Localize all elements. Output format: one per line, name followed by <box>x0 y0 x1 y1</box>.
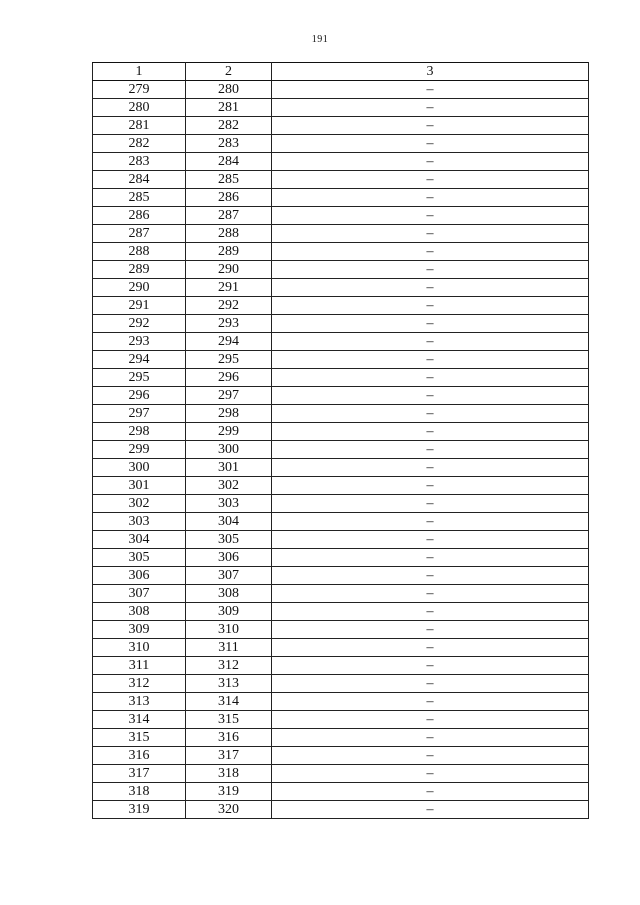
table-cell-col-3: – <box>272 99 589 117</box>
table-cell-col-3: – <box>272 423 589 441</box>
table-cell-col-3: – <box>272 189 589 207</box>
table-cell-col-3: – <box>272 207 589 225</box>
table-row <box>93 783 589 801</box>
table-row <box>93 441 589 459</box>
page-number: 191 <box>311 34 329 45</box>
table-cell-col-3: – <box>272 747 589 765</box>
table-cell-col-2: 292 <box>186 297 272 315</box>
table-cell-col-3: – <box>272 171 589 189</box>
table-row <box>93 621 589 639</box>
table-row <box>93 387 589 405</box>
table-cell-col-2: 316 <box>186 729 272 747</box>
table-row <box>93 603 589 621</box>
table-cell-col-3: – <box>272 81 589 99</box>
table-cell-col-2: 298 <box>186 405 272 423</box>
table-cell-col-2: 306 <box>186 549 272 567</box>
table-cell-col-1: 312 <box>93 675 186 693</box>
table-cell-col-1: 315 <box>93 729 186 747</box>
table-row <box>93 315 589 333</box>
table-cell-col-2: 289 <box>186 243 272 261</box>
table-row <box>93 189 589 207</box>
table-row <box>93 225 589 243</box>
table-row <box>93 513 589 531</box>
table-row <box>93 99 589 117</box>
table-cell-col-2: 302 <box>186 477 272 495</box>
table-cell-col-1: 290 <box>93 279 186 297</box>
table-cell-col-1: 282 <box>93 135 186 153</box>
table-cell-col-3: – <box>272 117 589 135</box>
table-cell-col-3: – <box>272 333 589 351</box>
table-cell-col-3: – <box>272 585 589 603</box>
table-cell-col-1: 298 <box>93 423 186 441</box>
table-cell-col-2: 317 <box>186 747 272 765</box>
table-cell-col-2: 314 <box>186 693 272 711</box>
table-cell-col-3: – <box>272 657 589 675</box>
table-row <box>93 423 589 441</box>
table-cell-col-2: 290 <box>186 261 272 279</box>
table-cell-col-2: 310 <box>186 621 272 639</box>
table-row <box>93 117 589 135</box>
table-cell-col-2: 318 <box>186 765 272 783</box>
table-row <box>93 279 589 297</box>
table-row <box>93 243 589 261</box>
table-cell-col-1: 285 <box>93 189 186 207</box>
table-row <box>93 261 589 279</box>
table-cell-col-2: 285 <box>186 171 272 189</box>
column-header-2: 2 <box>186 63 272 81</box>
table-cell-col-3: – <box>272 783 589 801</box>
header-row <box>93 63 589 81</box>
data-table <box>92 62 589 819</box>
table-cell-col-2: 311 <box>186 639 272 657</box>
table-row <box>93 405 589 423</box>
table-cell-col-3: – <box>272 495 589 513</box>
table-cell-col-3: – <box>272 801 589 819</box>
table-row <box>93 585 589 603</box>
table-cell-col-1: 301 <box>93 477 186 495</box>
table-cell-col-2: 293 <box>186 315 272 333</box>
table-cell-col-1: 293 <box>93 333 186 351</box>
table-cell-col-3: – <box>272 765 589 783</box>
table-cell-col-1: 297 <box>93 405 186 423</box>
table-row <box>93 657 589 675</box>
table-cell-col-1: 284 <box>93 171 186 189</box>
table-cell-col-1: 294 <box>93 351 186 369</box>
table-cell-col-3: – <box>272 711 589 729</box>
table-cell-col-1: 295 <box>93 369 186 387</box>
table-row <box>93 477 589 495</box>
table-cell-col-3: – <box>272 693 589 711</box>
table-cell-col-2: 305 <box>186 531 272 549</box>
table-cell-col-2: 295 <box>186 351 272 369</box>
table-row <box>93 693 589 711</box>
table-cell-col-2: 315 <box>186 711 272 729</box>
table-cell-col-2: 284 <box>186 153 272 171</box>
table-cell-col-2: 320 <box>186 801 272 819</box>
table-cell-col-1: 287 <box>93 225 186 243</box>
table-cell-col-3: – <box>272 405 589 423</box>
table-row <box>93 711 589 729</box>
table-cell-col-2: 287 <box>186 207 272 225</box>
table-cell-col-2: 303 <box>186 495 272 513</box>
table-cell-col-3: – <box>272 225 589 243</box>
table-cell-col-3: – <box>272 513 589 531</box>
table-cell-col-3: – <box>272 549 589 567</box>
table-cell-col-3: – <box>272 459 589 477</box>
table-row <box>93 747 589 765</box>
table-cell-col-1: 307 <box>93 585 186 603</box>
table-cell-col-1: 311 <box>93 657 186 675</box>
table-cell-col-3: – <box>272 603 589 621</box>
table-cell-col-3: – <box>272 369 589 387</box>
table-cell-col-1: 281 <box>93 117 186 135</box>
table-cell-col-1: 314 <box>93 711 186 729</box>
table-cell-col-3: – <box>272 675 589 693</box>
table-row <box>93 171 589 189</box>
table-cell-col-3: – <box>272 153 589 171</box>
table-cell-col-1: 279 <box>93 81 186 99</box>
table-cell-col-3: – <box>272 531 589 549</box>
table-cell-col-1: 299 <box>93 441 186 459</box>
table-cell-col-3: – <box>272 243 589 261</box>
table-row <box>93 675 589 693</box>
table-cell-col-2: 319 <box>186 783 272 801</box>
table-row <box>93 207 589 225</box>
table-row <box>93 567 589 585</box>
table-cell-col-1: 318 <box>93 783 186 801</box>
table-cell-col-3: – <box>272 315 589 333</box>
table-row <box>93 531 589 549</box>
table-cell-col-2: 297 <box>186 387 272 405</box>
table-cell-col-1: 310 <box>93 639 186 657</box>
table-header <box>93 63 589 81</box>
table-row <box>93 801 589 819</box>
table-row <box>93 549 589 567</box>
table-row <box>93 459 589 477</box>
column-header-1: 1 <box>93 63 186 81</box>
table-cell-col-3: – <box>272 261 589 279</box>
table-cell-col-1: 302 <box>93 495 186 513</box>
table-cell-col-1: 296 <box>93 387 186 405</box>
table-cell-col-2: 291 <box>186 279 272 297</box>
table-cell-col-3: – <box>272 477 589 495</box>
table-cell-col-3: – <box>272 351 589 369</box>
table-cell-col-1: 280 <box>93 99 186 117</box>
table-cell-col-1: 286 <box>93 207 186 225</box>
table-cell-col-1: 300 <box>93 459 186 477</box>
table-cell-col-2: 307 <box>186 567 272 585</box>
table-cell-col-1: 283 <box>93 153 186 171</box>
table-cell-col-1: 291 <box>93 297 186 315</box>
table-row <box>93 135 589 153</box>
table-cell-col-1: 305 <box>93 549 186 567</box>
table-cell-col-2: 299 <box>186 423 272 441</box>
table-body <box>93 81 589 819</box>
table-cell-col-2: 288 <box>186 225 272 243</box>
table-row <box>93 495 589 513</box>
table-cell-col-1: 304 <box>93 531 186 549</box>
table-cell-col-2: 286 <box>186 189 272 207</box>
table-cell-col-2: 313 <box>186 675 272 693</box>
table-cell-col-1: 292 <box>93 315 186 333</box>
table-cell-col-1: 313 <box>93 693 186 711</box>
table-row <box>93 351 589 369</box>
table-cell-col-1: 309 <box>93 621 186 639</box>
table-cell-col-2: 309 <box>186 603 272 621</box>
table-cell-col-1: 308 <box>93 603 186 621</box>
table-cell-col-3: – <box>272 297 589 315</box>
table-cell-col-2: 308 <box>186 585 272 603</box>
table-cell-col-1: 316 <box>93 747 186 765</box>
table-row <box>93 639 589 657</box>
table-cell-col-2: 296 <box>186 369 272 387</box>
table-cell-col-1: 317 <box>93 765 186 783</box>
table-cell-col-2: 301 <box>186 459 272 477</box>
table-row <box>93 297 589 315</box>
table-cell-col-3: – <box>272 441 589 459</box>
table-cell-col-1: 289 <box>93 261 186 279</box>
column-header-3: 3 <box>272 63 589 81</box>
table-cell-col-2: 280 <box>186 81 272 99</box>
table-row <box>93 333 589 351</box>
table-cell-col-2: 282 <box>186 117 272 135</box>
table-row <box>93 369 589 387</box>
table-cell-col-2: 281 <box>186 99 272 117</box>
table-cell-col-1: 288 <box>93 243 186 261</box>
table-row <box>93 81 589 99</box>
table-cell-col-3: – <box>272 621 589 639</box>
table-cell-col-3: – <box>272 567 589 585</box>
table-cell-col-3: – <box>272 639 589 657</box>
table-row <box>93 729 589 747</box>
table-row <box>93 153 589 171</box>
table-cell-col-3: – <box>272 135 589 153</box>
table-cell-col-2: 312 <box>186 657 272 675</box>
table-cell-col-1: 303 <box>93 513 186 531</box>
table-cell-col-1: 306 <box>93 567 186 585</box>
table-cell-col-2: 283 <box>186 135 272 153</box>
table-cell-col-1: 319 <box>93 801 186 819</box>
table-row <box>93 765 589 783</box>
table-cell-col-2: 304 <box>186 513 272 531</box>
table-cell-col-2: 294 <box>186 333 272 351</box>
table-cell-col-3: – <box>272 729 589 747</box>
table-cell-col-2: 300 <box>186 441 272 459</box>
table-cell-col-3: – <box>272 279 589 297</box>
table-cell-col-3: – <box>272 387 589 405</box>
